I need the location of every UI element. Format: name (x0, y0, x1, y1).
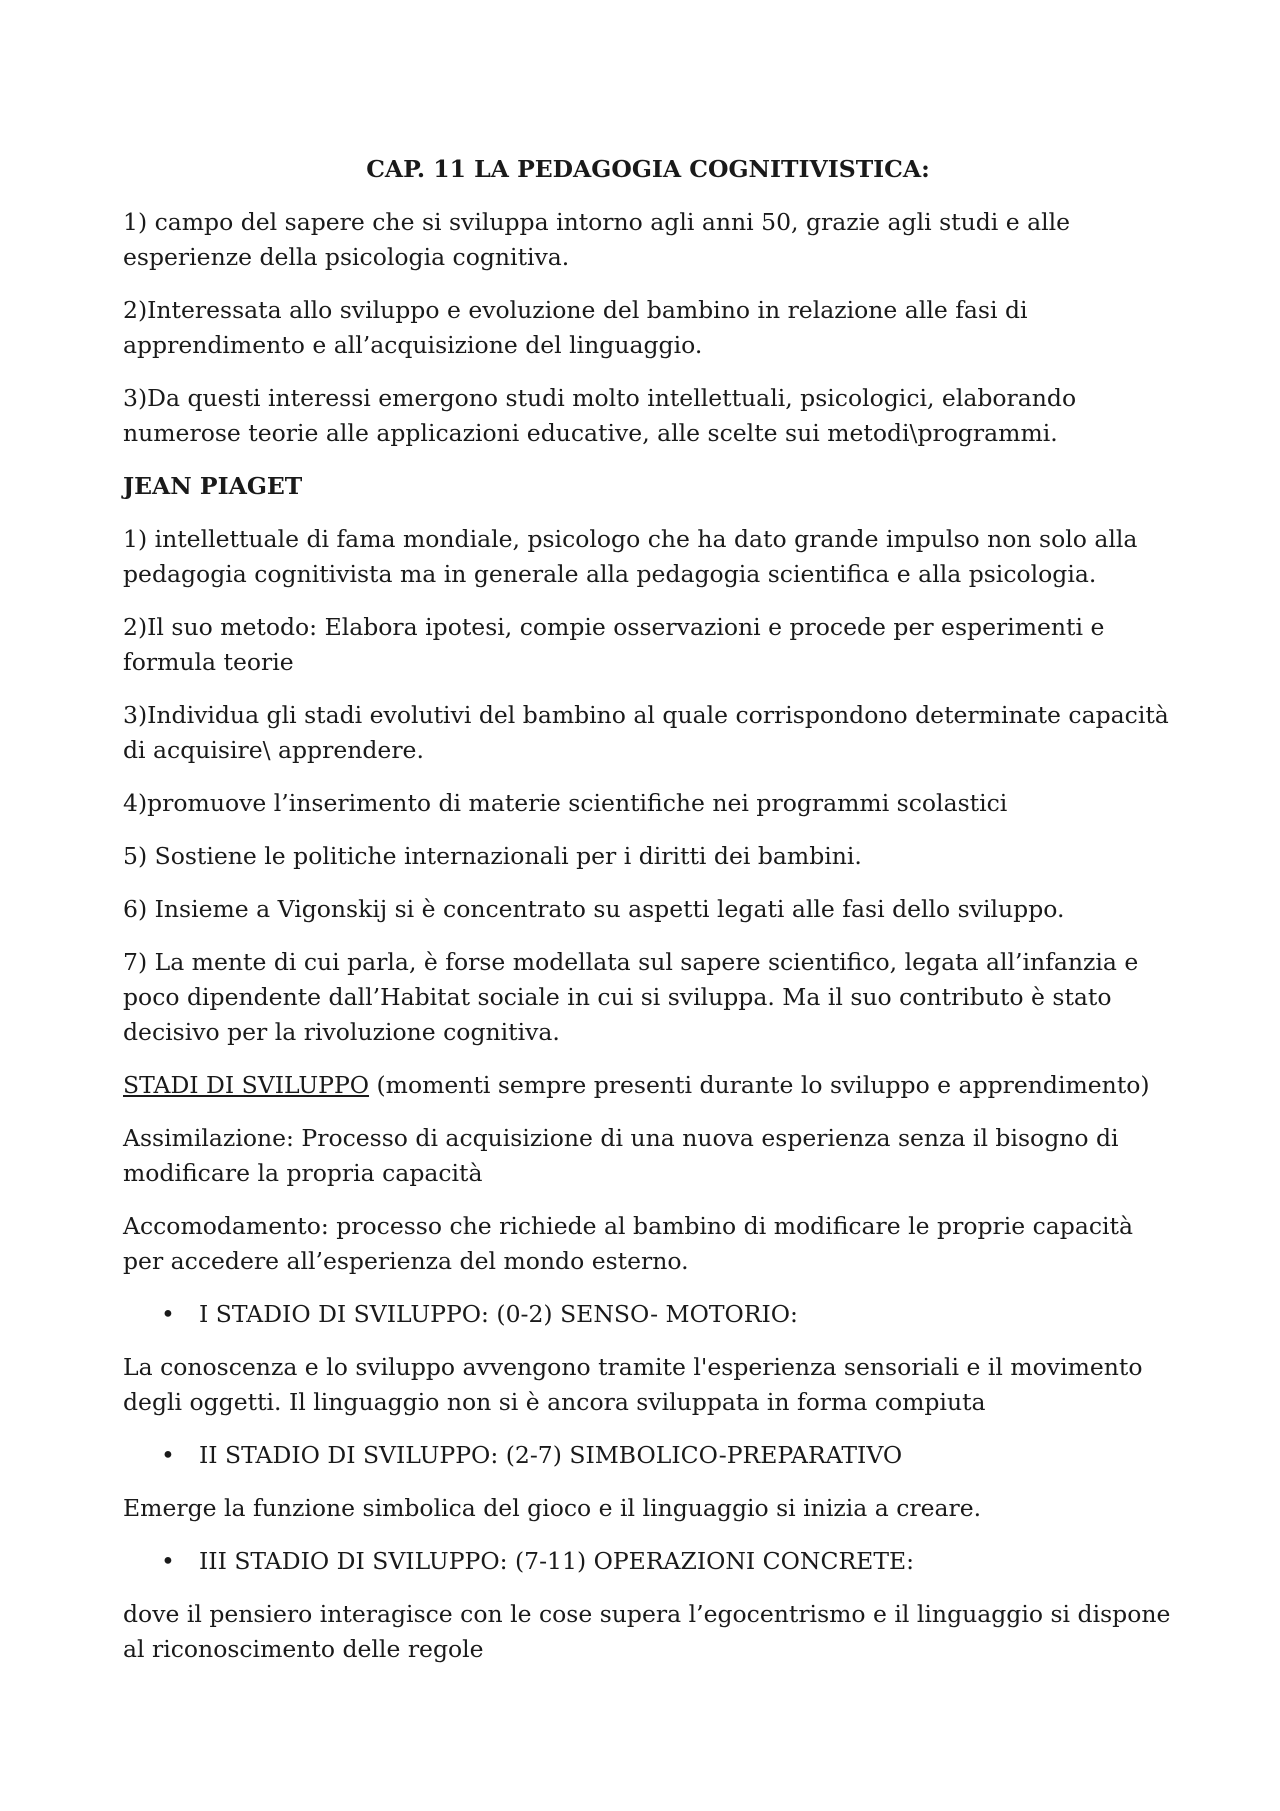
stage-3-title-text: III STADIO DI SVILUPPO: (7-11) OPERAZIONI CONCRETE: (199, 1547, 915, 1575)
bullet-icon: • (161, 1547, 175, 1575)
stage-1-title (123, 1297, 1173, 1332)
piaget-point-6: 6) Insieme a Vigonskij si è concentrato su aspetti legati alle fasi dello sviluppo. (123, 895, 1065, 923)
chapter-title: CAP. 11 LA PEDAGOGIA COGNITIVISTICA: (366, 155, 930, 183)
intro-point-1: 1) campo del sapere che si sviluppa intorno agli anni 50, grazie agli studi e alle esperienze della psicologia cognitiva. (123, 208, 1071, 271)
intro-point-3: 3)Da questi interessi emergono studi molto intellettuali, psicologici, elaborando numerose teorie alle applicazioni educative, alle scelte sui metodi\programmi. (123, 384, 1077, 447)
piaget-point-1: 1) intellettuale di fama mondiale, psicologo che ha dato grande impulso non solo alla pedagogia cognitivista ma in generale alla pedagogia scientifica e alla psicologia. (123, 525, 1138, 588)
piaget-point-4: 4)promuove l’inserimento di materie scientifiche nei programmi scolastici (123, 789, 1008, 817)
stage-1-title-text: I STADIO DI SVILUPPO: (0-2) SENSO- MOTORIO: (199, 1300, 798, 1328)
stage-3-title (123, 1544, 1173, 1579)
stadi-heading-underlined: STADI DI SVILUPPO (123, 1071, 370, 1099)
stage-2-title-text: II STADIO DI SVILUPPO: (2-7) SIMBOLICO-PREPARATIVO (199, 1441, 903, 1469)
stadi-heading (123, 1068, 1173, 1103)
stage-2-title (123, 1438, 1173, 1473)
section-heading-piaget: JEAN PIAGET (123, 472, 303, 500)
piaget-point-5: 5) Sostiene le politiche internazionali per i diritti dei bambini. (123, 842, 862, 870)
stage-2-description: Emerge la funzione simbolica del gioco e il linguaggio si inizia a creare. (123, 1494, 982, 1522)
accomodamento-definition: Accomodamento: processo che richiede al bambino di modificare le proprie capacità per accedere all’esperienza del mondo esterno. (123, 1212, 1133, 1275)
piaget-point-3: 3)Individua gli stadi evolutivi del bambino al quale corrispondono determinate capacità di acquisire\ apprendere. (123, 701, 1169, 764)
bullet-icon: • (161, 1441, 175, 1469)
stage-1-description: La conoscenza e lo sviluppo avvengono tramite l'esperienza sensoriali e il movimento degli oggetti. Il linguaggio non si è ancora sviluppata in forma compiuta (123, 1353, 1143, 1416)
intro-point-2: 2)Interessata allo sviluppo e evoluzione del bambino in relazione alle fasi di apprendimento e all’acquisizione del linguaggio. (123, 296, 1028, 359)
piaget-point-7: 7) La mente di cui parla, è forse modellata sul sapere scientifico, legata all’infanzia e poco dipendente dall’Habitat sociale in cui si sviluppa. Ma il suo contributo è stato decisivo per la rivoluzione cognitiva. (123, 948, 1139, 1046)
document-body (123, 152, 1173, 1685)
stadi-heading-note: (momenti sempre presenti durante lo sviluppo e apprendimento) (369, 1071, 1150, 1099)
bullet-icon: • (161, 1300, 175, 1328)
assimilazione-definition: Assimilazione: Processo di acquisizione di una nuova esperienza senza il bisogno di modificare la propria capacità (123, 1124, 1119, 1187)
piaget-point-2: 2)Il suo metodo: Elabora ipotesi, compie osservazioni e procede per esperimenti e formula teorie (123, 613, 1105, 676)
stage-3-description: dove il pensiero interagisce con le cose supera l’egocentrismo e il linguaggio si dispone al riconoscimento delle regole (123, 1600, 1171, 1663)
